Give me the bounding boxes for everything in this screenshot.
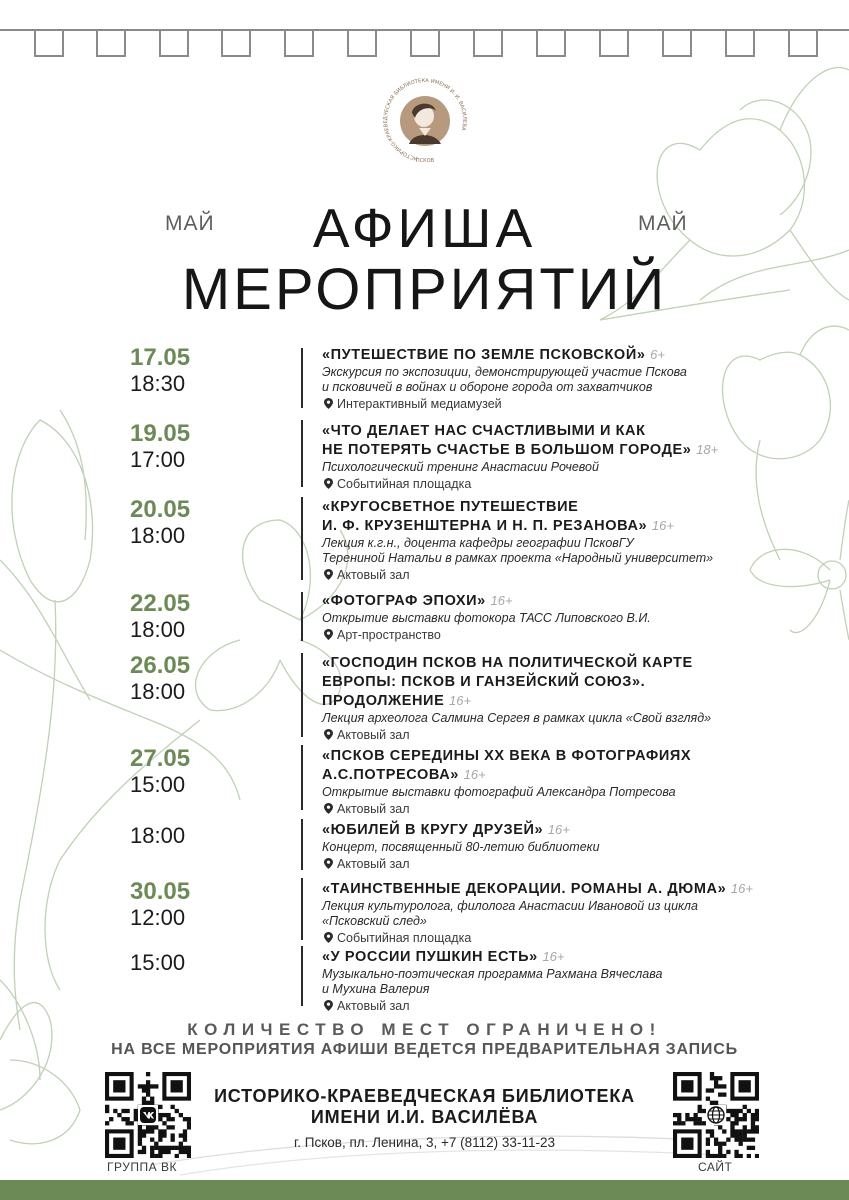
age-rating: 16+ <box>490 593 513 608</box>
event-location-text: Интерактивный медиамузей <box>337 397 502 411</box>
library-name-line1: ИСТОРИКО-КРАЕВЕДЧЕСКАЯ БИБЛИОТЕКА <box>214 1086 635 1106</box>
event-title <box>322 948 565 966</box>
event-time: 18:00 <box>130 523 186 548</box>
event-description: Лекция к.г.н., доцента кафедры географии ПсковГУ <box>322 536 634 550</box>
event-location <box>324 999 410 1013</box>
event-title-text: «ЧТО ДЕЛАЕТ НАС СЧАСТЛИВЫМИ И КАК <box>322 423 646 439</box>
notice-limited-seats: КОЛИЧЕСТВО МЕСТ ОГРАНИЧЕНО! <box>187 1020 662 1039</box>
event-divider <box>301 653 303 737</box>
event-description: Открытие выставки фотокора ТАСС Липовского В.И. <box>322 611 651 625</box>
month-label-right: МАЙ <box>638 212 688 235</box>
event-time: 18:00 <box>130 823 186 848</box>
bottom-accent-bar <box>0 1180 849 1200</box>
ring-square <box>788 29 818 57</box>
event-title <box>322 422 646 440</box>
event-description: Музыкально-поэтическая программа Рахмана Вячеслава <box>322 967 663 981</box>
event-location-text: Событийная площадка <box>337 931 472 945</box>
location-pin-icon <box>324 569 333 580</box>
event-time: 18:00 <box>130 617 186 642</box>
event-location-text: Актовый зал <box>337 999 410 1013</box>
event-location-text: Актовый зал <box>337 568 410 582</box>
library-address: г. Псков, пл. Ленина, 3, +7 (8112) 33-11-23 <box>294 1135 555 1150</box>
event-title <box>322 692 471 710</box>
library-name-line2: ИМЕНИ И.И. ВАСИЛЁВА <box>310 1107 539 1127</box>
event-title <box>322 654 693 672</box>
event-description: Концерт, посвященный 80-летию библиотеки <box>322 840 600 854</box>
page-title-line2: МЕРОПРИЯТИЙ <box>181 257 668 322</box>
event-title <box>322 346 665 364</box>
ring-square <box>662 29 692 57</box>
notice-registration: НА ВСЕ МЕРОПРИЯТИЯ АФИШИ ВЕДЕТСЯ ПРЕДВАРИТЕЛЬНАЯ ЗАПИСЬ <box>111 1041 738 1058</box>
ring-square <box>221 29 251 57</box>
event-title-text: А.С.ПОТРЕСОВА» <box>322 767 459 783</box>
event-title <box>322 441 718 459</box>
event-description: Экскурсия по экспозиции, демонстрирующей участие Пскова <box>322 365 687 379</box>
event-location-text: Событийная площадка <box>337 477 472 491</box>
event-divider <box>301 420 303 487</box>
age-rating: 16+ <box>542 949 565 964</box>
event-title-text: «ФОТОГРАФ ЭПОХИ» <box>322 593 486 609</box>
event-title <box>322 673 645 691</box>
event-time: 15:00 <box>130 950 186 975</box>
event-title-text: ПРОДОЛЖЕНИЕ <box>322 693 445 709</box>
event-title-text: «ТАИНСТВЕННЫЕ ДЕКОРАЦИИ. РОМАНЫ А. ДЮМА» <box>322 881 727 897</box>
event-location <box>324 857 410 871</box>
ring-square <box>34 29 64 57</box>
event-description: Лекция археолога Салмина Сергея в рамках цикла «Свой взгляд» <box>322 711 712 725</box>
event-location <box>324 931 471 945</box>
event-title <box>322 517 674 535</box>
calendar-rings <box>0 0 849 70</box>
event-description: и псковичей в войнах и обороне города от захватчиков <box>322 380 653 394</box>
event-location-text: Актовый зал <box>337 857 410 871</box>
location-pin-icon <box>324 629 333 640</box>
event-divider <box>301 878 303 940</box>
event-title-text: ЕВРОПЫ: ПСКОВ И ГАНЗЕЙСКИЙ СОЮЗ». <box>322 674 646 690</box>
ring-square <box>536 29 566 57</box>
event-location <box>324 728 410 742</box>
event-date: 27.05 <box>130 745 191 772</box>
age-rating: 16+ <box>651 518 674 533</box>
event-date: 17.05 <box>130 344 191 371</box>
ring-square <box>599 29 629 57</box>
event-title <box>322 747 691 765</box>
ring-square <box>410 29 440 57</box>
month-label-left: МАЙ <box>165 212 215 235</box>
event-title-text: «ЮБИЛЕЙ В КРУГУ ДРУЗЕЙ» <box>322 822 544 838</box>
event-location <box>324 628 441 642</box>
event-date: 30.05 <box>130 878 191 905</box>
event-time: 15:00 <box>130 772 186 797</box>
location-pin-icon <box>324 858 333 869</box>
event-title-text: «ГОСПОДИН ПСКОВ НА ПОЛИТИЧЕСКОЙ КАРТЕ <box>322 655 693 671</box>
event-location-text: Арт-пространство <box>337 628 441 642</box>
event-description: «Псковский след» <box>322 914 427 928</box>
event-location <box>324 568 410 582</box>
ring-square <box>347 29 377 57</box>
ring-square <box>96 29 126 57</box>
event-divider <box>301 946 303 1006</box>
event-location-text: Актовый зал <box>337 802 410 816</box>
event-title-text: НЕ ПОТЕРЯТЬ СЧАСТЬЕ В БОЛЬШОМ ГОРОДЕ» <box>322 442 692 458</box>
ring-square <box>473 29 503 57</box>
event-date: 20.05 <box>130 496 191 523</box>
event-title-text: «ПСКОВ СЕРЕДИНЫ XX ВЕКА В ФОТОГРАФИЯХ <box>322 748 692 764</box>
event-title <box>322 821 570 839</box>
event-location <box>324 397 502 411</box>
event-title <box>322 498 578 516</box>
ring-square <box>159 29 189 57</box>
location-pin-icon <box>324 478 333 489</box>
event-divider <box>301 497 303 580</box>
page-title-line1: АФИША <box>312 197 537 259</box>
age-rating: 16+ <box>449 693 472 708</box>
event-title-text: И. Ф. КРУЗЕНШТЕРНА И Н. П. РЕЗАНОВА» <box>322 518 648 534</box>
event-title <box>322 592 513 610</box>
age-rating: 16+ <box>463 767 486 782</box>
event-description: Открытие выставки фотографий Александра Потресова <box>322 785 676 799</box>
event-date: 26.05 <box>130 652 191 679</box>
event-divider <box>301 348 303 408</box>
ring-square <box>725 29 755 57</box>
event-date: 22.05 <box>130 590 191 617</box>
event-time: 17:00 <box>130 447 186 472</box>
location-pin-icon <box>324 803 333 814</box>
ring-square <box>284 29 314 57</box>
location-pin-icon <box>324 932 333 943</box>
qr-label-site: САЙТ <box>698 1160 733 1174</box>
event-divider <box>301 592 303 641</box>
event-location <box>324 802 410 816</box>
event-title-text: «ПУТЕШЕСТВИЕ ПО ЗЕМЛЕ ПСКОВСКОЙ» <box>322 347 646 363</box>
event-time: 18:30 <box>130 371 186 396</box>
age-rating: 6+ <box>650 347 665 362</box>
age-rating: 18+ <box>696 442 719 457</box>
event-description: Лекция культуролога, филолога Анастасии Ивановой из цикла <box>322 899 698 913</box>
event-description: Терениной Натальи в рамках проекта «Народный университет» <box>322 551 714 565</box>
event-title <box>322 880 753 898</box>
event-description: Психологический тренинг Анастасии Рочевой <box>322 460 599 474</box>
event-time: 12:00 <box>130 905 186 930</box>
event-date: 19.05 <box>130 420 191 447</box>
library-logo <box>383 78 467 164</box>
event-title <box>322 766 486 784</box>
location-pin-icon <box>324 398 333 409</box>
age-rating: 16+ <box>547 822 570 837</box>
event-location-text: Актовый зал <box>337 728 410 742</box>
event-time: 18:00 <box>130 679 186 704</box>
event-title-text: «КРУГОСВЕТНОЕ ПУТЕШЕСТВИЕ <box>322 499 579 515</box>
logo-ring-text: ИСТОРИКО-КРАЕВЕДЧЕСКАЯ БИБЛИОТЕКА ИМЕНИ И. И. ВАСИЛЁВА <box>383 78 467 162</box>
logo-city-text: ПСКОВ <box>415 158 435 164</box>
age-rating: 16+ <box>730 881 753 896</box>
event-divider <box>301 745 303 810</box>
location-pin-icon <box>324 1000 333 1011</box>
event-title-text: «У РОССИИ ПУШКИН ЕСТЬ» <box>322 949 538 965</box>
location-pin-icon <box>324 729 333 740</box>
qr-label-vk: ГРУППА ВК <box>107 1160 177 1174</box>
event-divider <box>301 819 303 870</box>
event-description: и Мухина Валерия <box>322 982 430 996</box>
event-location <box>324 477 471 491</box>
